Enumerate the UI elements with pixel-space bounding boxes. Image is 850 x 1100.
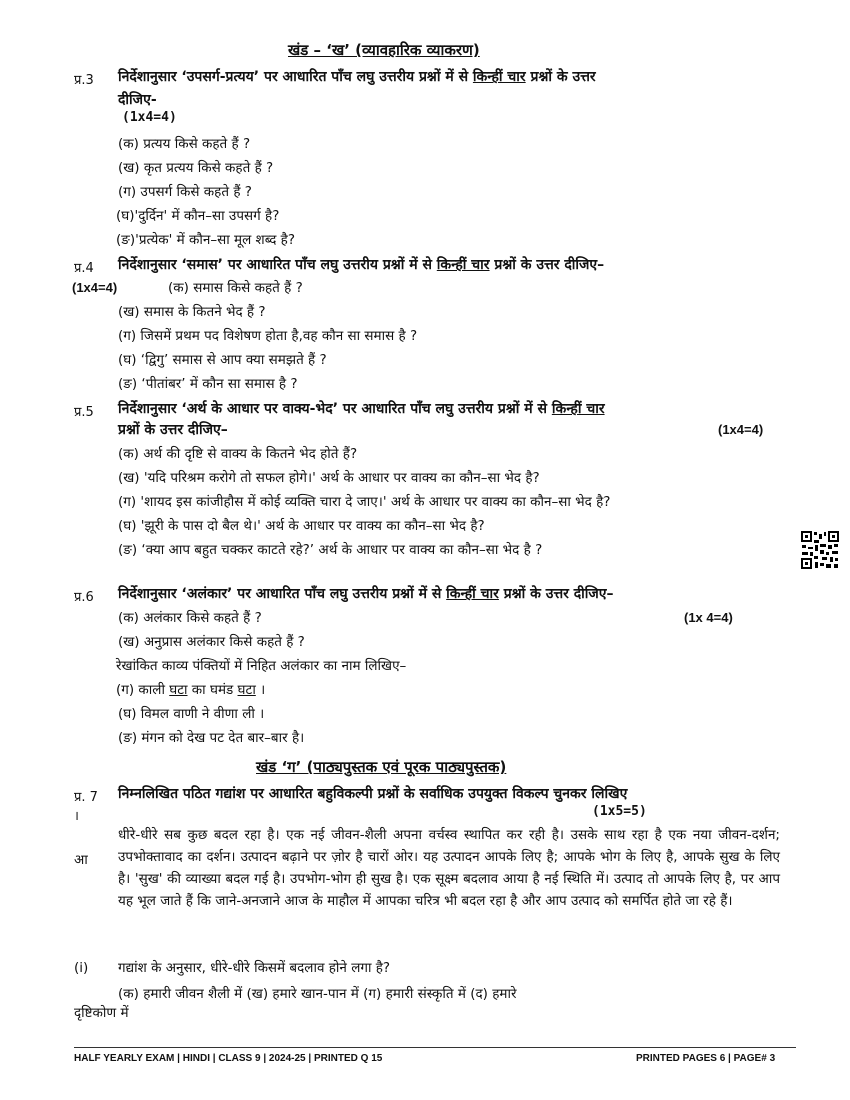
question-6-item-c-underlined-1: घटा [169, 682, 188, 698]
question-6-item-c-b: का घमंड [187, 682, 238, 698]
question-6-text [118, 584, 614, 603]
question-number-3: प्र.3 [74, 73, 94, 88]
question-6-item-c-c: । [255, 682, 266, 698]
question-3-item-d: (घ)'दुर्दिन' में कौन–सा उपसर्ग है? [116, 208, 280, 224]
question-3-text-a: निर्देशानुसार ‘उपसर्ग-प्रत्यय’ पर आधारित पाँच लघु उत्तरीय प्रश्नों में से [118, 69, 473, 85]
question-6-text-b: प्रश्नों के उत्तर दीजिए– [498, 586, 614, 602]
question-6-item-a: (क) अलंकार किसे कहते हैं ? [118, 610, 262, 626]
question-number-7-tail: । [74, 809, 79, 824]
question-5-item-a: (क) अर्थ की दृष्टि से वाक्य के कितने भेद होते हैं? [118, 446, 358, 462]
section-ga-heading: खंड ‘ग’ (पाठ्यपुस्तक एवं पूरक पाठ्यपुस्तक) [256, 758, 507, 776]
question-6-text-a: निर्देशानुसार ‘अलंकार’ पर आधारित पाँच लघु उत्तरीय प्रश्नों में से [118, 586, 447, 602]
footer-divider [74, 1047, 796, 1048]
footer-left: HALF YEARLY EXAM | HINDI | CLASS 9 | 2024-25 | PRINTED Q 15 [74, 1053, 383, 1064]
question-5-item-e: (ङ) ‘क्या आप बहुत चक्कर काटते रहे?’ अर्थ के आधार पर वाक्य का कौन–सा भेद है ? [118, 542, 543, 558]
question-number-6: प्र.6 [74, 590, 94, 605]
question-4-item-a: (क) समास किसे कहते हैं ? [168, 280, 303, 296]
question-3-item-e: (ङ)'प्रत्येक' में कौन–सा मूल शब्द है? [116, 232, 296, 248]
question-6-instruction: रेखांकित काव्य पंक्तियों में निहित अलंकार का नाम लिखिए– [116, 658, 407, 674]
question-6-marks: (1x 4=4) [684, 610, 733, 625]
question-3-item-c: (ग) उपसर्ग किसे कहते हैं ? [118, 184, 252, 200]
question-5-marks: (1x4=4) [718, 422, 764, 437]
qr-code-icon [800, 530, 840, 570]
question-3-item-a: (क) प्रत्यय किसे कहते हैं ? [118, 136, 251, 152]
question-6-item-c [116, 680, 265, 698]
question-4-item-e: (ङ) ‘पीतांबर’ में कौन सा समास है ? [118, 376, 298, 392]
question-4-marks: (1x4=4) [72, 280, 118, 295]
question-7-text: निम्नलिखित पठित गद्यांश पर आधारित बहुविकल्पी प्रश्नों के सर्वाधिक उपयुक्त विकल्प चुनकर लिखिए [118, 786, 628, 802]
question-6-item-b: (ख) अनुप्रास अलंकार किसे कहते हैं ? [118, 634, 305, 650]
question-5-item-b: (ख) 'यदि परिश्रम करोगे तो सफल होगे।' अर्थ के आधार पर वाक्य का कौन–सा भेद है? [118, 470, 540, 486]
question-4-text-a: निर्देशानुसार ‘समास’ पर आधारित पाँच लघु उत्तरीय प्रश्नों में से [118, 257, 437, 273]
sub-question-options-cont: दृष्टिकोण में [74, 1005, 129, 1021]
question-7-marks: (1x5=5) [592, 804, 647, 819]
question-3-text-b: प्रश्नों के उत्तर [525, 69, 596, 85]
section-kha-heading: खंड – ‘ख’ (व्यावहारिक व्याकरण) [288, 41, 480, 59]
sub-question-number: (i) [74, 960, 89, 976]
question-number-5: प्र.5 [74, 405, 94, 420]
footer-right: PRINTED PAGES 6 | PAGE# 3 [636, 1053, 776, 1064]
question-6-item-c-a: (ग) काली [116, 682, 170, 698]
question-5-text-line2: प्रश्नों के उत्तर दीजिए– [118, 422, 228, 438]
question-4-text-b: प्रश्नों के उत्तर दीजिए– [489, 257, 605, 273]
question-4-item-c: (ग) जिसमें प्रथम पद विशेषण होता है,वह कौन सा समास है ? [118, 328, 418, 344]
question-number-4: प्र.4 [74, 261, 94, 276]
question-number-7: प्र. 7 [74, 790, 98, 805]
question-6-item-c-underlined-2: घटा [237, 682, 256, 698]
question-4-underlined: किन्हीं चार [436, 257, 490, 273]
question-3-item-b: (ख) कृत प्रत्यय किसे कहते हैं ? [118, 160, 274, 176]
question-3-text-line2: दीजिए- [118, 92, 157, 108]
question-5-text [118, 399, 605, 418]
passage: धीरे-धीरे सब कुछ बदल रहा है। एक नई जीवन-शैली अपना वर्चस्व स्थापित कर रही है। उसके साथ रहा है एक नया जीवन-दर्शन; उपभोक्तावाद का दर्शन। उत्पादन बढ़ाने पर ज़ोर है चारों ओर। यह उत्पादन आपके लिए है; आपके भोग के लिए है, आपके सुख के लिए है। 'सुख' की व्याख्या बदल गई है। उपभोग-भोग ही सुख है। एक सूक्ष्म बदलाव आया है नई स्थिति में। उत्पाद तो आपके लिए है, पर आप यह भूल जाते हैं कि जाने-अनजाने आज के माहौल में आपका चरित्र भी बदल रहा है और आप उत्पाद को समर्पित होते जा रहे हैं। [118, 827, 780, 909]
question-4-text [118, 255, 604, 274]
question-6-underlined: किन्हीं चार [446, 586, 499, 602]
question-6-item-d: (घ) विमल वाणी ने वीणा ली । [118, 706, 265, 722]
question-5-item-d: (घ) 'झूरी के पास दो बैल थे।' अर्थ के आधार पर वाक्य का कौन–सा भेद है? [118, 518, 485, 534]
question-5-item-c: (ग) 'शायद इस कांजीहौस में कोई व्यक्ति चारा दे जाए।' अर्थ के आधार पर वाक्य का कौन–सा भेद है? [118, 494, 611, 510]
question-3-text [118, 67, 596, 86]
question-4-item-d: (घ) ‘द्विगु’ समास से आप क्या समझते हैं ? [118, 352, 327, 368]
question-5-text-a: निर्देशानुसार ‘अर्थ के आधार पर वाक्य-भेद’ पर आधारित पाँच लघु उत्तरीय प्रश्नों में से [118, 401, 552, 417]
question-5-underlined: किन्हीं चार [551, 401, 605, 417]
sub-question-options: (क) हमारी जीवन शैली में (ख) हमारे खान-पान में (ग) हमारी संस्कृति में (द) हमारे [118, 986, 517, 1002]
question-3-marks: (1x4=4) [122, 110, 177, 125]
question-4-item-b: (ख) समास के कितने भेद हैं ? [118, 304, 266, 320]
sub-question-text: गद्यांश के अनुसार, धीरे-धीरे किसमें बदलाव होने लगा है? [118, 960, 391, 976]
question-3-underlined: किन्हीं चार [472, 69, 526, 85]
question-6-item-e: (ङ) मंगन को देख पट देत बार–बार है। [118, 730, 305, 746]
side-mark: आ [74, 852, 88, 868]
